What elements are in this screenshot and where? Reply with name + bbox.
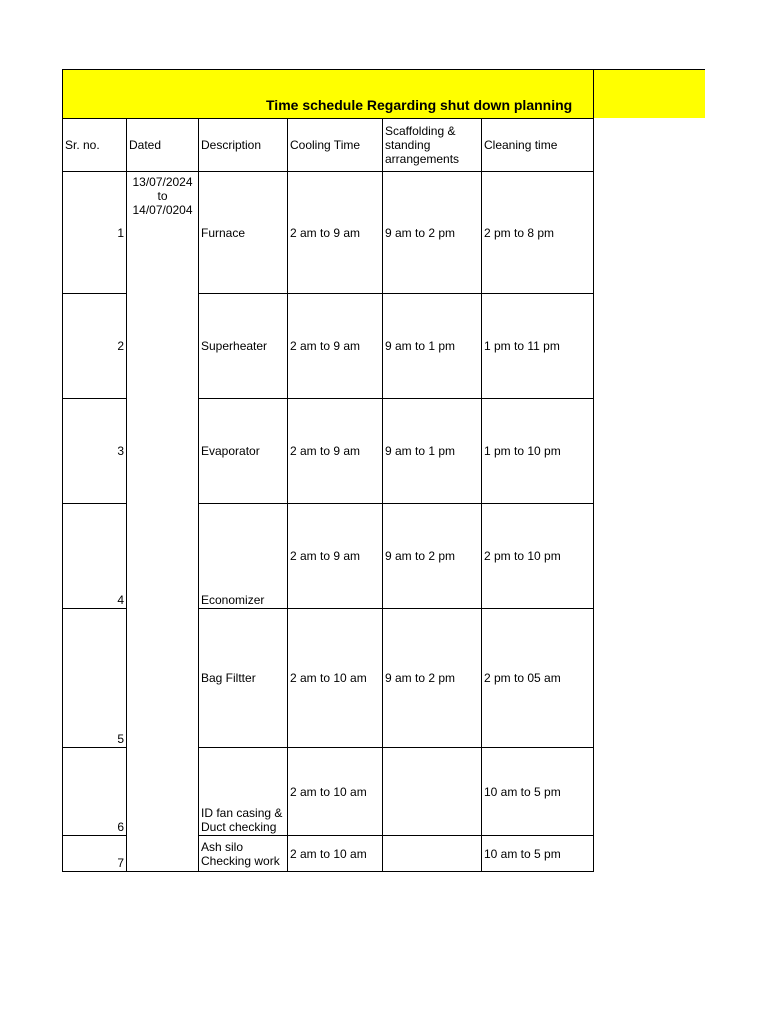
row-5-description xyxy=(198,608,288,748)
row-1-scaffolding xyxy=(382,171,482,294)
row-2-cleaning-value: 1 pm to 11 pm xyxy=(484,339,560,353)
row-4-description xyxy=(198,503,288,609)
row-7-cleaning xyxy=(481,835,594,872)
row-4-cooling-value: 2 am to 9 am xyxy=(290,549,361,563)
row-1-description xyxy=(198,171,288,294)
header-cleaning-label: Cleaning time xyxy=(484,138,558,152)
row-4-sr-value: 4 xyxy=(117,593,124,607)
dated-end: 14/07/0204 xyxy=(132,203,193,217)
row-2-sr xyxy=(62,293,127,399)
header-dated-label: Dated xyxy=(129,138,162,152)
row-1-scaffolding-value: 9 am to 2 pm xyxy=(385,225,456,240)
row-7-cleaning-value: 10 am to 5 pm xyxy=(484,846,561,861)
row-2-scaffolding-value: 9 am to 1 pm xyxy=(385,339,456,353)
header-scaffolding-line2: standing xyxy=(385,138,431,152)
row-1-description-value: Furnace xyxy=(201,225,246,240)
row-4-sr xyxy=(62,503,127,609)
row-7-sr-value: 7 xyxy=(117,856,124,870)
row-6-cleaning-value: 10 am to 5 pm xyxy=(484,784,561,799)
row-3-cleaning-value: 1 pm to 10 pm xyxy=(484,444,561,458)
row-6-sr-value: 6 xyxy=(117,820,124,834)
row-6-sr xyxy=(62,747,127,836)
row-1-cooling xyxy=(287,171,383,294)
row-1-sr-value: 1 xyxy=(117,225,124,240)
row-4-scaffolding-value: 9 am to 2 pm xyxy=(385,549,456,563)
row-5-scaffolding-value: 9 am to 2 pm xyxy=(385,671,456,685)
row-5-cleaning xyxy=(481,608,594,748)
header-dated xyxy=(126,118,199,172)
row-7-sr xyxy=(62,835,127,872)
row-7-description-line2: Checking work xyxy=(201,853,280,868)
title-band xyxy=(62,69,705,118)
row-3-sr xyxy=(62,398,127,504)
header-sr-no xyxy=(62,118,127,172)
row-5-description-value: Bag Filtter xyxy=(201,671,256,685)
row-3-cooling-value: 2 am to 9 am xyxy=(290,444,361,458)
header-sr-no-label: Sr. no. xyxy=(65,138,100,152)
row-5-cooling xyxy=(287,608,383,748)
row-3-cleaning xyxy=(481,398,594,504)
row-6-cooling-value: 2 am to 10 am xyxy=(290,784,367,799)
row-6-description xyxy=(198,747,288,836)
row-6-description-line1: ID fan casing & xyxy=(201,806,283,820)
row-7-cooling xyxy=(287,835,383,872)
header-cleaning-time xyxy=(481,118,594,172)
row-3-scaffolding xyxy=(382,398,482,504)
title-clip xyxy=(63,70,595,118)
row-7-description-line1: Ash silo xyxy=(201,839,244,854)
row-1-cooling-value: 2 am to 9 am xyxy=(290,225,361,240)
row-6-cleaning xyxy=(481,747,594,836)
row-4-cleaning-value: 2 pm to 10 pm xyxy=(484,549,561,563)
row-5-cleaning-value: 2 pm to 05 am xyxy=(484,671,561,685)
row-5-sr-value: 5 xyxy=(117,732,124,746)
header-description xyxy=(198,118,288,172)
row-1-sr xyxy=(62,171,127,294)
row-5-sr xyxy=(62,608,127,748)
row-2-cooling-value: 2 am to 9 am xyxy=(290,339,361,353)
row-4-description-value: Economizer xyxy=(201,593,265,607)
title-cell-border xyxy=(593,69,594,118)
row-4-cooling xyxy=(287,503,383,609)
row-4-cleaning xyxy=(481,503,594,609)
row-7-cooling-value: 2 am to 10 am xyxy=(290,846,367,861)
sheet-title: Time schedule Regarding shut down planning xyxy=(266,97,573,113)
row-5-cooling-value: 2 am to 10 am xyxy=(290,671,367,685)
row-2-description-value: Superheater xyxy=(201,339,268,353)
row-7-description xyxy=(198,835,288,872)
row-2-cleaning xyxy=(481,293,594,399)
row-2-scaffolding xyxy=(382,293,482,399)
row-1-cleaning-value: 2 pm to 8 pm xyxy=(484,225,555,240)
dated-to: to xyxy=(157,189,168,203)
row-6-scaffolding xyxy=(382,747,482,836)
row-7-scaffolding xyxy=(382,835,482,872)
header-scaffolding xyxy=(382,118,482,172)
row-6-description-line2: Duct checking xyxy=(201,820,277,834)
row-3-sr-value: 3 xyxy=(117,444,124,458)
header-scaffolding-line3: arrangements xyxy=(385,152,460,166)
row-6-cooling xyxy=(287,747,383,836)
dated-start: 13/07/2024 xyxy=(132,175,193,189)
row-5-scaffolding xyxy=(382,608,482,748)
dated-cell xyxy=(126,171,199,872)
row-1-cleaning xyxy=(481,171,594,294)
header-cooling-label: Cooling Time xyxy=(290,138,361,152)
row-3-cooling xyxy=(287,398,383,504)
row-3-description xyxy=(198,398,288,504)
row-3-description-value: Evaporator xyxy=(201,444,260,458)
header-cooling-time xyxy=(287,118,383,172)
row-2-sr-value: 2 xyxy=(117,339,124,353)
row-2-description xyxy=(198,293,288,399)
header-scaffolding-line1: Scaffolding & xyxy=(385,124,456,138)
header-description-label: Description xyxy=(201,138,262,152)
row-4-scaffolding xyxy=(382,503,482,609)
row-3-scaffolding-value: 9 am to 1 pm xyxy=(385,444,456,458)
row-2-cooling xyxy=(287,293,383,399)
